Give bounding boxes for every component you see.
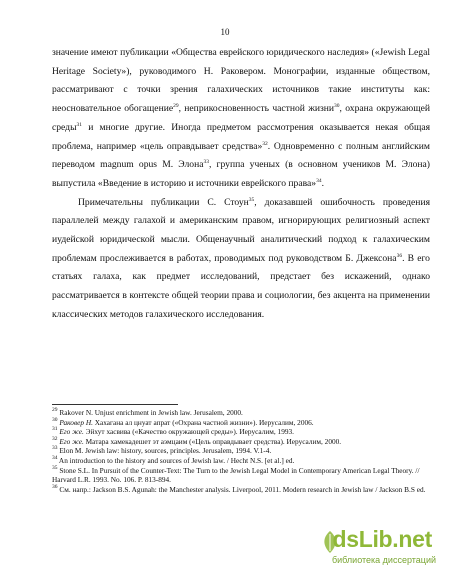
footnote-31: $^{31}$ Его же. Эйхут хасвива («Качество окружающей среды»). Иерусалим, 1993.	[52, 426, 294, 437]
footnote-32: $^{32}$ Его же. Матара хамекадешет эт аэмцаим («Цель оправдывает средства). Иерусалим, 2000.	[52, 435, 342, 446]
footnote-separator	[52, 404, 178, 405]
footnote-ref[interactable]: 29	[173, 103, 179, 110]
footnote-ref[interactable]: 30	[334, 103, 340, 110]
footnote-ref[interactable]: 36	[396, 252, 403, 259]
watermark-tagline: библиотека диссертаций	[331, 555, 436, 565]
watermark-title: dsLib.net	[332, 526, 432, 552]
footnote-ref[interactable]: 35	[248, 196, 255, 203]
footnotes	[52, 408, 430, 494]
footnote-33: $^{33}$ Elon M. Jewish law: history, sources, principles. Jerusalem, 1994. V.1-4.	[52, 445, 272, 456]
footnote-ref[interactable]: 33	[203, 159, 209, 166]
body-text	[52, 44, 430, 325]
footnote-29: $^{29}$ Rakover N. Unjust enrichment in Jewish law. Jerusalem, 2000.	[52, 407, 243, 417]
footnote-ref[interactable]: 31	[76, 121, 83, 128]
paragraph-1: значение имеют публикации «Общества еврейского юридического наследия» («Jewish Legal Heritage Society»), руководимого Н. Раковером. Монографии, изданные обществом, рассматривают с точки зрения галахических источников такие институты как: неосновательное обогащение$^{29}$, неприкосновенность частной жизни$^{30}$, охрана окружающей среды$^{31}$ и многие другие. Иногда предметом рассмотрения оказывается некая общая проблема, например «цель оправдывает средства»$^{32}$. Одновременно с полным английским переводом magnum opus М. Элона$^{33}$, группа ученых (в основном учеников М. Элона) выпустила «Введение в историю и источники еврейского права»$^{34}$.	[52, 47, 430, 189]
page-number: 10	[220, 27, 230, 37]
footnote-36: $^{36}$ См. напр.: Jackson B.S. Agunah: the Manchester analysis. Liverpool, 2011. Modern research in Jewish law / Jackson B.S ed.	[52, 483, 426, 494]
paragraph-2: Примечательны публикации С. Стоун$^{35}$, доказавшей ошибочность проведения параллелей между галахой и американским правом, игнорирующих религиозный аспект иудейской юридической мысли. Общенаучный аналитический подход к галахическим проблемам прослеживается в работах, проводимых под руководством Б. Джексона$^{36}$. В его статьях галаха, как предмет исследований, предстает без искажений, однако рассматривается в контексте общей теории права и социологии, без акцента на применении классических методов галахического исследования.	[52, 196, 430, 320]
footnote-30: $^{30}$ Раковер Н. Хахагана ал цнуат апрат («Охрана частной жизни»). Иерусалим, 2006.	[52, 416, 314, 427]
footnote-34: $^{34}$ An introduction to the history and sources of Jewish law. / Hecht N.S. [et al.] ed.	[52, 454, 295, 465]
footnote-ref[interactable]: 34	[316, 177, 322, 184]
footnote-35: $^{35}$ Stone S.L. In Pursuit of the Counter-Text: The Turn to the Jewish Legal Model in Contemporary American Legal Theory. // Harvard L.R. 1993. No. 106. P. 813-894.	[52, 464, 420, 485]
footnote-ref[interactable]: 32	[262, 140, 268, 147]
watermark-logo[interactable]	[320, 526, 436, 572]
